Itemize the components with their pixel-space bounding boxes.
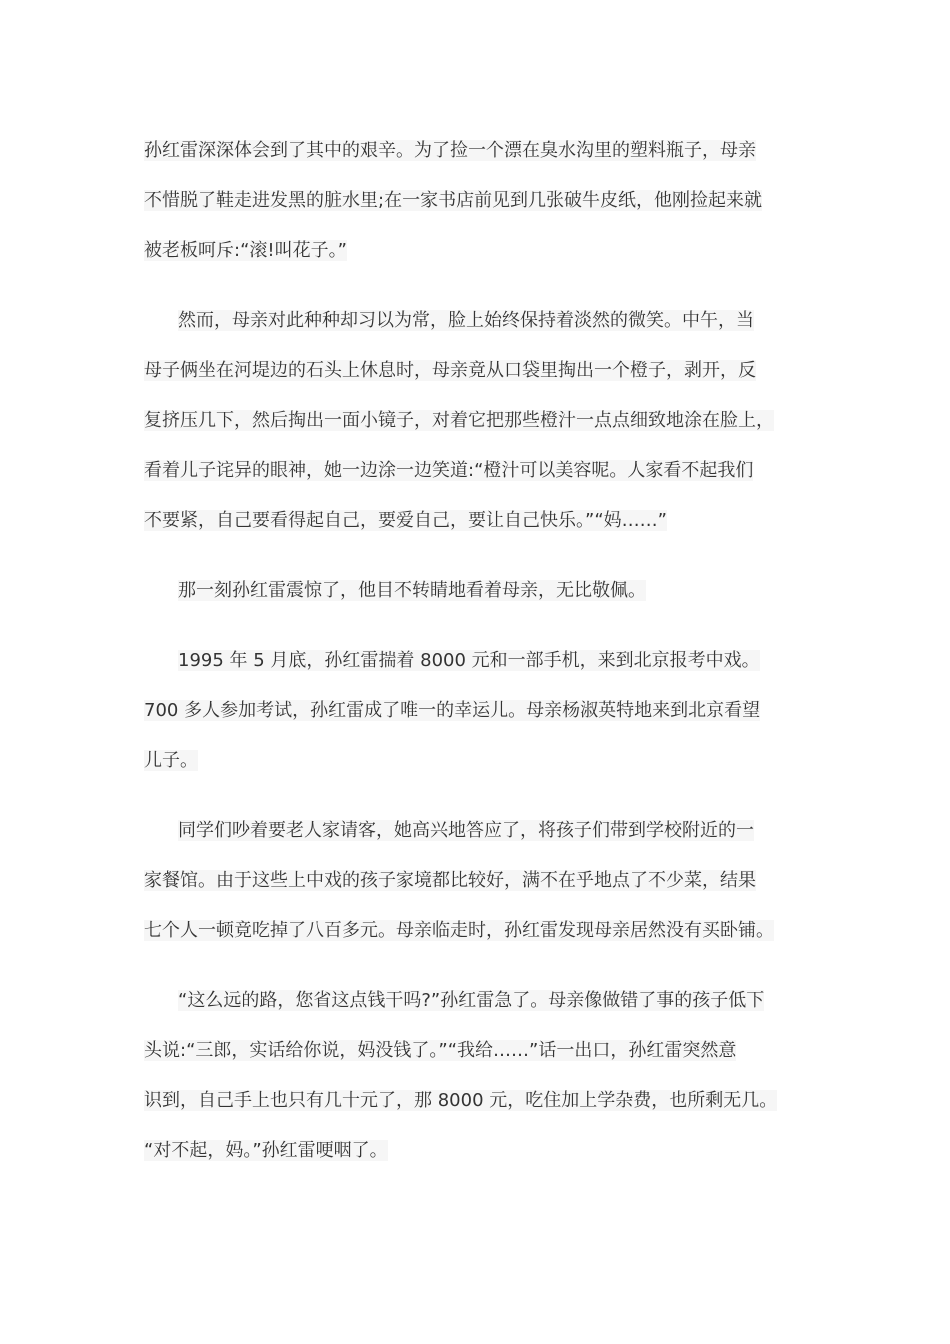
text-line: 七个人一顿竟吃掉了八百多元。母亲临走时，孙红雷发现母亲居然没有买卧铺。 — [144, 920, 774, 941]
text-line: 看着儿子诧异的眼神，她一边涂一边笑道:“橙汁可以美容呢。人家看不起我们 — [144, 460, 754, 481]
text-line: 不要紧，自己要看得起自己，要爱自己，要让自己快乐。”“妈……” — [144, 510, 667, 531]
paragraph-5 — [144, 806, 816, 956]
text-line: 然而，母亲对此种种却习以为常，脸上始终保持着淡然的微笑。中午，当 — [178, 310, 754, 331]
text-line: 不惜脱了鞋走进发黑的脏水里;在一家书店前见到几张破牛皮纸，他刚捡起来就 — [144, 190, 763, 211]
text-line: “对不起，妈。”孙红雷哽咽了。 — [144, 1140, 388, 1161]
text-line: 家餐馆。由于这些上中戏的孩子家境都比较好，满不在乎地点了不少菜，结果 — [144, 870, 756, 891]
paragraph-6 — [144, 976, 816, 1176]
text-line: “这么远的路，您省这点钱干吗?”孙红雷急了。母亲像做错了事的孩子低下 — [178, 990, 765, 1011]
text-line: 孙红雷深深体会到了其中的艰辛。为了捡一个漂在臭水沟里的塑料瓶子，母亲 — [144, 140, 756, 161]
paragraph-3 — [144, 566, 816, 616]
text-line: 儿子。 — [144, 750, 198, 771]
text-line: 头说:“三郎，实话给你说，妈没钱了。”“我给……”话一出口，孙红雷突然意 — [144, 1040, 737, 1061]
text-line: 母子俩坐在河堤边的石头上休息时，母亲竟从口袋里掏出一个橙子，剥开，反 — [144, 360, 756, 381]
article-body — [144, 126, 816, 1176]
text-line: 被老板呵斥:“滚!叫花子。” — [144, 240, 347, 261]
text-line: 识到，自己手上也只有几十元了，那 8000 元，吃住加上学杂费，也所剩无几。 — [144, 1090, 778, 1111]
text-line: 复挤压几下，然后掏出一面小镜子，对着它把那些橙汁一点点细致地涂在脸上， — [144, 410, 774, 431]
paragraph-1 — [144, 126, 816, 276]
text-line: 同学们吵着要老人家请客，她高兴地答应了，将孩子们带到学校附近的一 — [178, 820, 754, 841]
paragraph-4 — [144, 636, 816, 786]
text-line: 700 多人参加考试，孙红雷成了唯一的幸运儿。母亲杨淑英特地来到北京看望 — [144, 700, 761, 721]
text-line: 1995 年 5 月底，孙红雷揣着 8000 元和一部手机，来到北京报考中戏。 — [178, 650, 760, 671]
text-line: 那一刻孙红雷震惊了，他目不转睛地看着母亲，无比敬佩。 — [178, 580, 646, 601]
paragraph-2 — [144, 296, 816, 546]
